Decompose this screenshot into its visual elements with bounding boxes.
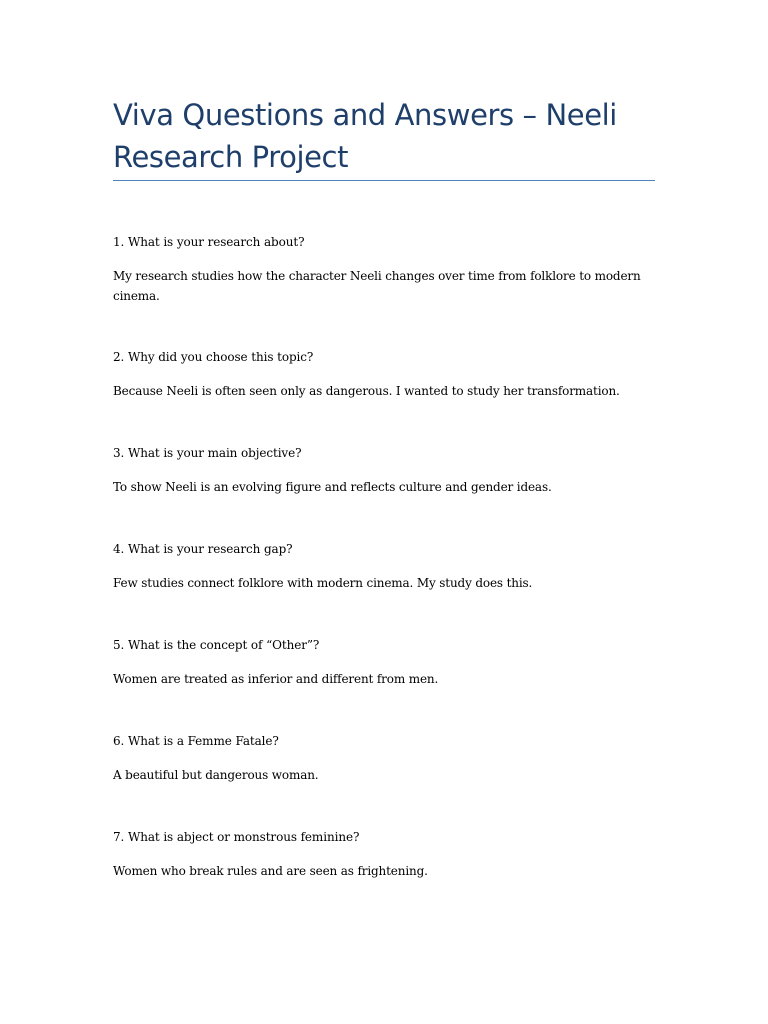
qa-item-3 [113, 445, 653, 497]
question-3: 3. What is your main objective? [113, 446, 302, 460]
question-4: 4. What is your research gap? [113, 542, 293, 556]
answer-7: Women who break rules and are seen as frightening. [113, 864, 428, 878]
answer-5: Women are treated as inferior and different from men. [113, 672, 439, 686]
title-underline-rule [113, 180, 655, 181]
question-6: 6. What is a Femme Fatale? [113, 734, 279, 748]
answer-4: Few studies connect folklore with modern cinema. My study does this. [113, 576, 533, 590]
qa-item-4 [113, 541, 653, 593]
answer-1: My research studies how the character Neeli changes over time from folklore to modern cinema. [113, 269, 641, 303]
question-7: 7. What is abject or monstrous feminine? [113, 830, 360, 844]
question-5: 5. What is the concept of “Other”? [113, 638, 320, 652]
qa-item-1 [113, 234, 653, 306]
document-title: Viva Questions and Answers – Neeli Research Project [113, 98, 617, 174]
qa-item-2 [113, 349, 653, 401]
question-1: 1. What is your research about? [113, 235, 305, 249]
qa-item-5 [113, 637, 653, 689]
answer-2: Because Neeli is often seen only as dangerous. I wanted to study her transformation. [113, 384, 620, 398]
qa-item-6 [113, 733, 653, 785]
answer-6: A beautiful but dangerous woman. [113, 768, 319, 782]
question-2: 2. Why did you choose this topic? [113, 350, 314, 364]
answer-3: To show Neeli is an evolving figure and reflects culture and gender ideas. [113, 480, 552, 494]
qa-item-7 [113, 829, 653, 881]
